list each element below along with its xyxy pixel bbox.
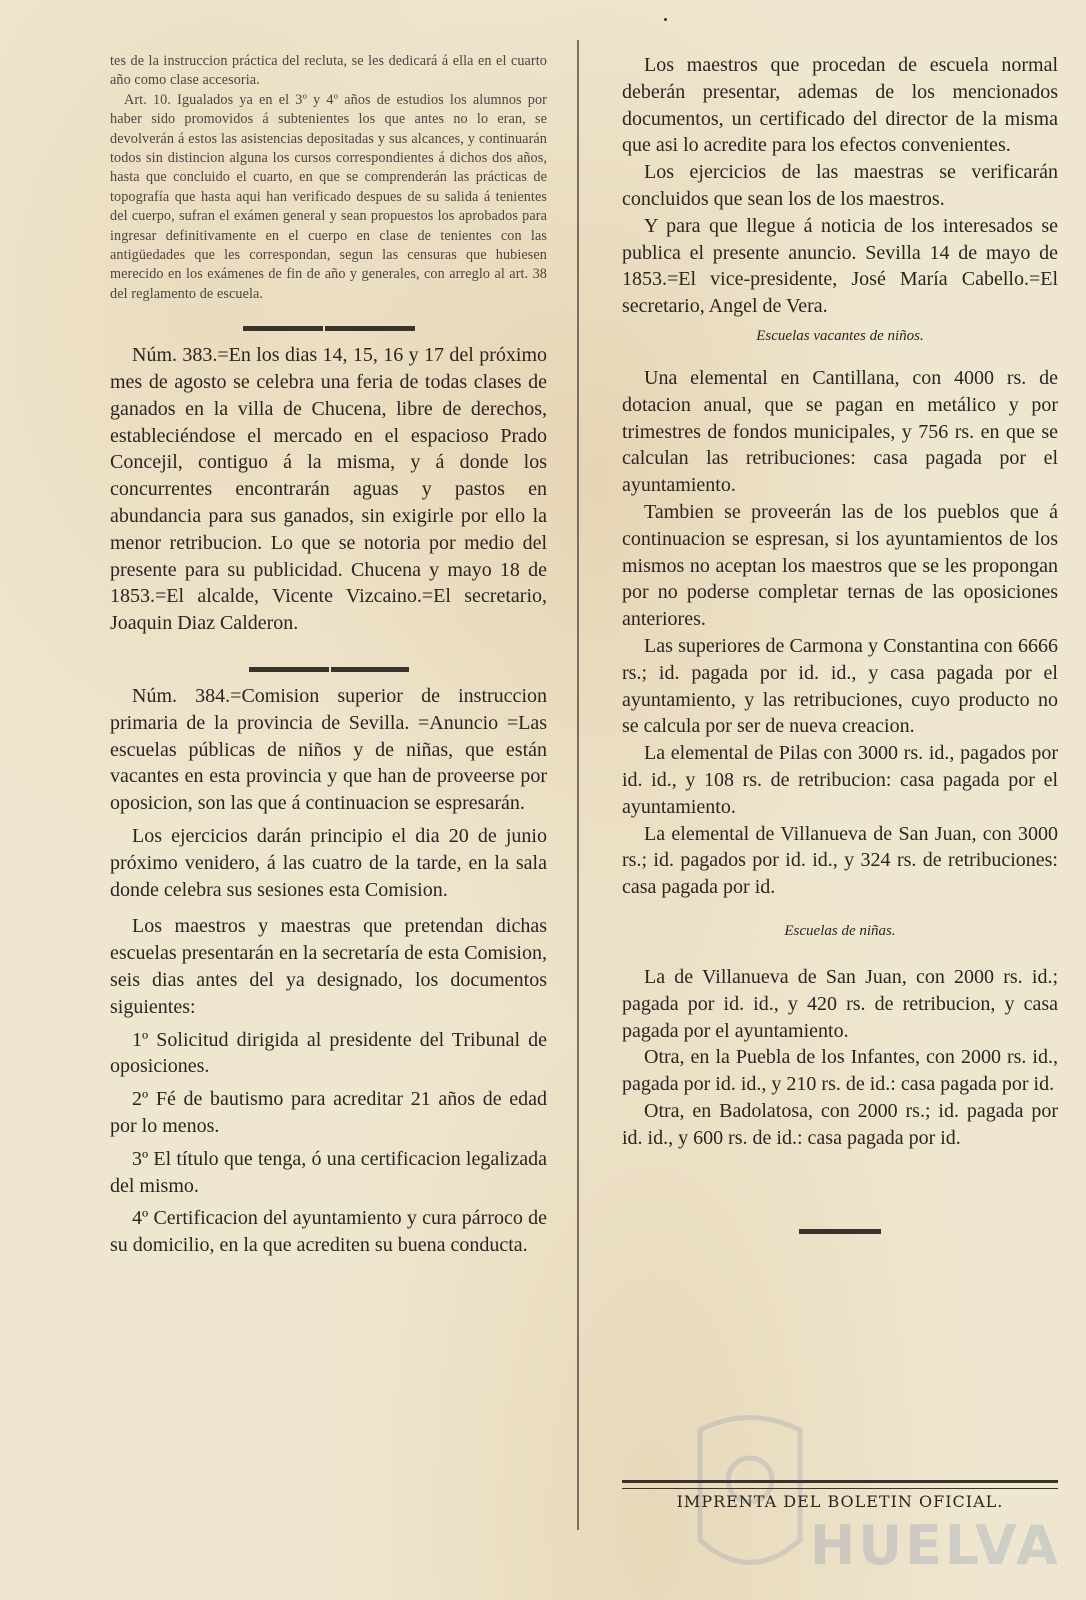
section-title-ninos: Escuelas vacantes de niños. xyxy=(756,327,924,344)
cantillana-paragraph: Una elemental en Cantillana, con 4000 rs. de dotacion anual, que se pagan en metálico y por trimestres de fondos municipales, y 756 rs. en que se calculan las retribuciones: casa pagada por el ayuntamiento. xyxy=(622,366,1058,497)
right-column xyxy=(622,52,1058,1241)
pilas-paragraph: La elemental de Pilas con 3000 rs. id., pagados por id. id., y 108 rs. de retribucion: casa pagada por el ayuntamiento. xyxy=(622,742,1058,818)
maestras-paragraph: Los ejercicios de las maestras se verificarán concluidos que sean los de los maestros. xyxy=(622,161,1058,210)
left-column xyxy=(110,52,547,1259)
notice-384: Núm. 384.=Comision superior de instruccion primaria de la provincia de Sevilla. =Anuncio =Las escuelas públicas de niños y de niñas, que están vacantes en esta provincia y que han de proveerse por oposicion, son las que á continuacion se espresarán. xyxy=(110,685,547,815)
art-10: Art. 10. Igualados ya en el 3º y 4º años de estudios los alumnos por haber sido promovidos á subtenientes los que antes no lo eran, se devolverán á estos las asistencias depositadas y sus alcances, y continuarán todos sin distincion alguna los cursos correspondientes á dichos dos años, hasta que concluido el cuarto, en que se comprenderán las prácticas de topografía que hasta aqui han verificado despues de su salida á tenientes del cuerpo, sufran el exámen general y sean propuestos los aprobados para ingresar definitivamente en el cuerpo en clase de tenientes con las antigüedades que les correspondan, segun las censuras que hubiesen merecido en los exámenes de fin de año y generales, con arreglo al art. 38 del reglamento de escuela. xyxy=(110,91,547,302)
footer-rule xyxy=(622,1480,1058,1489)
normal-paragraph: Los maestros que procedan de escuela normal deberán presentar, ademas de los mencionados documentos, un certificado del director de la misma que asi lo acredite para los efectos convenientes. xyxy=(622,54,1058,157)
villanueva-ninas-paragraph: La de Villanueva de San Juan, con 2000 rs. id.; pagada por id. id., y 420 rs. de retribucion, y casa pagada por el ayuntamiento. xyxy=(622,965,1058,1042)
badolatosa-paragraph: Otra, en Badolatosa, con 2000 rs.; id. pagada por id. id., y 600 rs. de id.: casa pagada por id. xyxy=(622,1099,1058,1149)
separator-1 xyxy=(110,318,547,324)
noticia-paragraph: Y para que llegue á noticia de los interesados se publica el presente anuncio. Sevilla 14 de mayo de 1853.=El vice-presidente, José María Cabello.=El secretario, Angel de Vera. xyxy=(622,214,1058,318)
separator-3 xyxy=(622,1221,1058,1227)
art-continuation: tes de la instruccion práctica del recluta, se les dedicará á ella en el cuarto año como clase accesoria. xyxy=(110,53,547,89)
document-item-2: 2º Fé de bautismo para acreditar 21 años de edad por lo menos. xyxy=(110,1088,547,1137)
carmona-paragraph: Las superiores de Carmona y Constantina con 6666 rs.; id. pagada por id. id., y casa pagada por el ayuntamiento, y las retribuciones, cuyo producto no se calcula por ser de nueva creacion. xyxy=(622,634,1058,738)
watermark-word: HUELVA xyxy=(810,1514,1061,1577)
tambien-paragraph: Tambien se proveerán las de los pueblos que á continuacion se espresan, si los ayuntamientos de los mismos no aceptan los maestros que se les propongan por no poderse completar ternas de las oposiciones anteriores. xyxy=(622,500,1058,631)
ejercicios-paragraph: Los ejercicios darán principio el dia 20 de junio próximo venidero, á las cuatro de la tarde, en la sala donde celebra sus sesiones esta Comision. xyxy=(110,825,547,901)
notice-383: Núm. 383.=En los dias 14, 15, 16 y 17 del próximo mes de agosto se celebra una feria de todas clases de ganados en la villa de Chucena, libre de derechos, estableciéndose el mercado en el espacioso Prado Concejil, contiguo á la misma, y á donde los concurrentes encontrarán aguas y pastos en abundancia para sus ganados, sin exigirle por ello la menor retribucion. Lo que se notoria por medio del presente para su publicidad. Chucena y mayo 18 de 1853.=El alcalde, Vicente Vizcaino.=El secretario, Joaquin Diaz Calderon. xyxy=(110,344,547,635)
document-item-1: 1º Solicitud dirigida al presidente del Tribunal de oposiciones. xyxy=(110,1028,547,1078)
ink-dot xyxy=(664,18,667,21)
imprint-line: IMPRENTA DEL BOLETIN OFICIAL. xyxy=(676,1492,1004,1511)
article-block xyxy=(110,52,547,304)
document-item-3: 3º El título que tenga, ó una certificacion legalizada del mismo. xyxy=(110,1147,547,1197)
document-item-4: 4º Certificacion del ayuntamiento y cura párroco de su domicilio, en la que acrediten su buena conducta. xyxy=(110,1207,547,1257)
column-divider xyxy=(577,40,579,1530)
villanueva-paragraph: La elemental de Villanueva de San Juan, con 3000 rs.; id. pagados por id. id., y 324 rs. de retribuciones: casa pagada por id. xyxy=(622,822,1058,899)
separator-2 xyxy=(110,659,547,665)
maestros-paragraph: Los maestros y maestras que pretendan dichas escuelas presentarán en la secretaría de esta Comision, seis dias antes del ya designado, los documentos siguientes: xyxy=(110,915,547,1018)
puebla-paragraph: Otra, en la Puebla de los Infantes, con 2000 rs. id., pagada por id. id., y 210 rs. de id.: casa pagada por id. xyxy=(622,1046,1058,1096)
section-title-ninas: Escuelas de niñas. xyxy=(784,922,896,939)
